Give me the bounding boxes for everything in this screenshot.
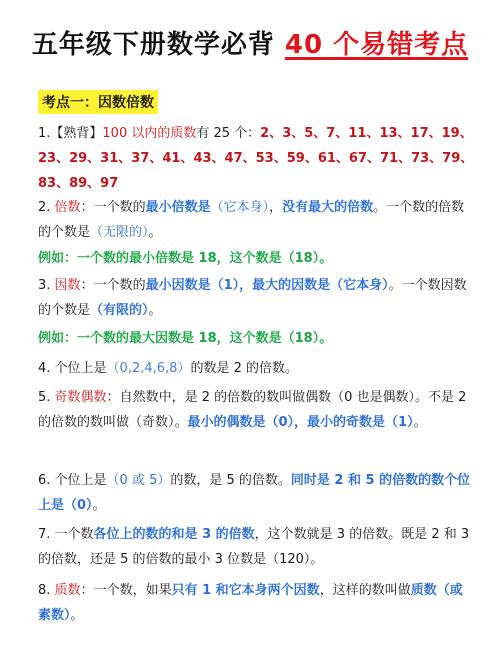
point-4-digits: （0,2,4,6,8） bbox=[106, 361, 191, 376]
point-2-key-3: 没有最大的倍数 bbox=[282, 200, 374, 215]
point-3-num: 3. bbox=[38, 278, 55, 293]
point-2-term: 倍数 bbox=[54, 200, 81, 215]
point-2-text-1: ：一个数的 bbox=[80, 200, 146, 215]
point-3-text-2: 。一个数因数的个数是 bbox=[38, 278, 467, 318]
point-2-text-2: ， bbox=[269, 200, 283, 215]
point-8-term: 质数 bbox=[54, 583, 81, 598]
point-1-prefix: 1.【熟背】 bbox=[38, 126, 103, 141]
point-7-text-1: 7. 一个数 bbox=[38, 527, 94, 542]
point-2-num: 2. bbox=[38, 200, 55, 215]
title-main: 五年级下册数学必背 bbox=[31, 30, 275, 60]
point-2-key-2: （它本身） bbox=[210, 200, 270, 215]
point-3-key-1: 最小因数是（1），最大的因数是（它本身） bbox=[145, 278, 389, 293]
point-5-term: 奇数偶数 bbox=[54, 390, 107, 405]
section-heading: 考点一：因数倍数 bbox=[38, 90, 158, 114]
page-title bbox=[0, 24, 500, 61]
point-6-key-1: （0 或 5） bbox=[106, 473, 171, 488]
point-8-key-1: 只有 1 和它本身两个因数 bbox=[171, 583, 320, 598]
point-8-text-2: ，这样的数叫做 bbox=[319, 583, 411, 598]
point-7 bbox=[38, 522, 474, 572]
point-6-text-2: 的数，是 5 的倍数。 bbox=[170, 473, 291, 488]
point-2 bbox=[38, 195, 474, 245]
point-3-text-1: ：一个数的 bbox=[80, 278, 146, 293]
point-2-key-1: 最小倍数是 bbox=[145, 200, 211, 215]
point-3-key-2: （有限的） bbox=[90, 303, 149, 318]
point-1 bbox=[38, 121, 474, 196]
point-5-num: 5. bbox=[38, 390, 55, 405]
point-8 bbox=[38, 578, 474, 628]
point-7-key-1: 各位上的数的和是 3 的倍数 bbox=[93, 527, 255, 542]
point-6-key-2: 同时是 2 和 5 的倍数的数个位上是（0） bbox=[38, 473, 471, 513]
point-5 bbox=[38, 385, 474, 435]
point-8-text-3: 。 bbox=[70, 608, 84, 623]
point-5-key-1: 最小的偶数是（0），最小的奇数是（1） bbox=[187, 415, 414, 430]
title-highlight: 40 个易错考点 bbox=[284, 30, 469, 60]
example-2: 例如：一个数的最大因数是 18，这个数是（18）。 bbox=[38, 331, 333, 346]
point-8-key-2: 质数（或素数） bbox=[38, 583, 463, 623]
point-5-text-2: 。 bbox=[413, 415, 427, 430]
example-1: 例如：一个数的最小倍数是 18，这个数是（18）。 bbox=[38, 251, 333, 266]
point-7-text-2: ，这个数就是 3 的倍数。既是 2 和 3 的倍数，还是 5 的倍数的最小 3 位数是（120）。 bbox=[38, 527, 470, 567]
point-6-text-3: 。 bbox=[92, 498, 106, 513]
point-3-term: 因数 bbox=[54, 278, 81, 293]
point-1-mid: 有 25 个： bbox=[196, 126, 261, 141]
point-3 bbox=[38, 273, 474, 323]
point-4 bbox=[38, 356, 474, 381]
point-5-text-1: ：自然数中，是 2 的倍数的数叫做偶数（0 也是偶数）。不是 2 的倍数的数叫做（奇数）。 bbox=[38, 390, 467, 430]
point-3-text-3: 。 bbox=[148, 303, 162, 318]
point-4-text-2: 的数是 2 的倍数。 bbox=[190, 361, 298, 376]
prime-list: 2、3、5、7、11、13、17、19、23、29、31、37、41、43、47、53、59、61、67、71、73、79、83、89、97 bbox=[38, 126, 474, 191]
point-8-num: 8. bbox=[38, 583, 55, 598]
point-8-text-1: ：一个数，如果 bbox=[80, 583, 172, 598]
point-2-text-4: 。 bbox=[148, 225, 162, 240]
point-1-term: 100 以内的质数 bbox=[102, 126, 197, 141]
point-2-key-4: （无限的） bbox=[90, 225, 149, 240]
point-4-text-1: 4. 个位上是 bbox=[38, 361, 107, 376]
point-2-text-3: 。一个数的倍数的个数是 bbox=[38, 200, 465, 240]
point-6-text-1: 6. 个位上是 bbox=[38, 473, 107, 488]
point-6 bbox=[38, 468, 474, 518]
